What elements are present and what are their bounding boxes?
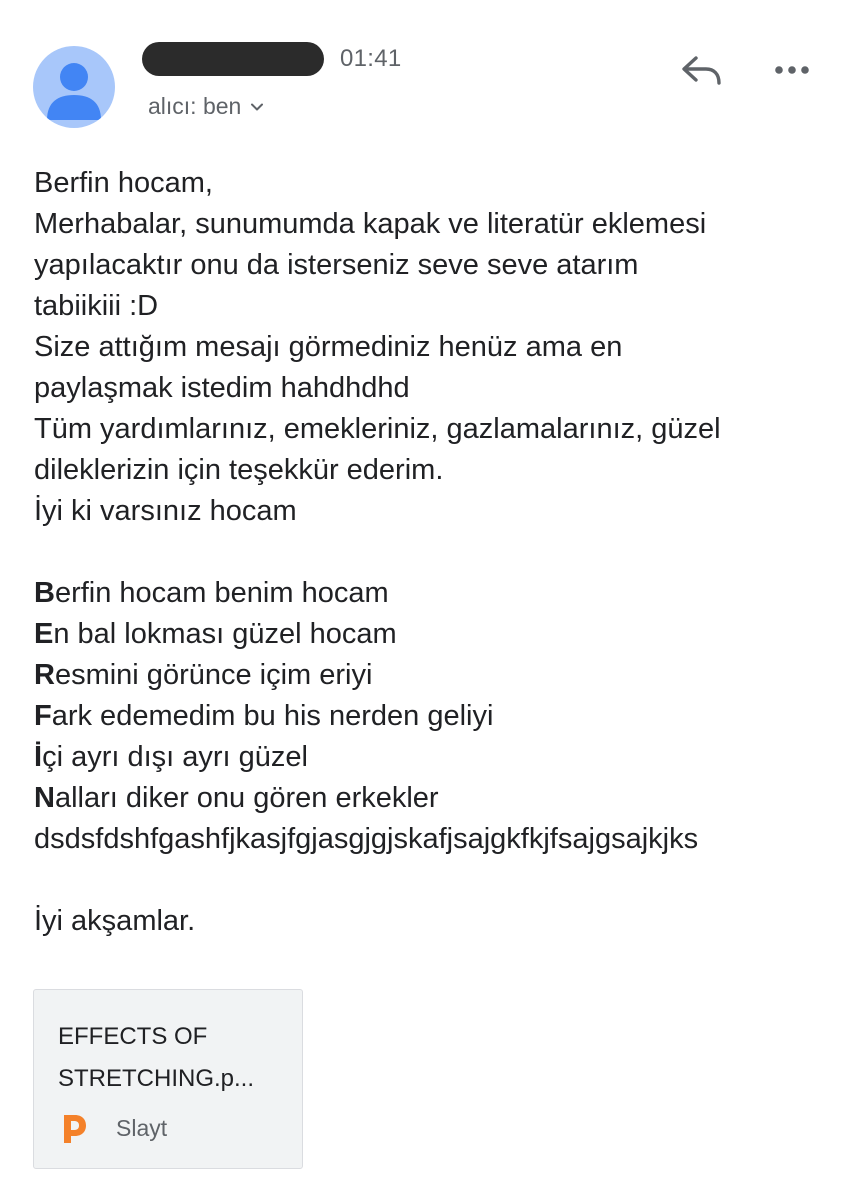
acrostic-letter: R [34, 659, 55, 691]
acrostic-letter: B [34, 577, 55, 609]
attachment-name [58, 1016, 288, 1100]
acrostic-line [34, 573, 834, 614]
body-line: İyi ki varsınız hocam [34, 495, 297, 527]
body-line: tabiikiii :D [34, 290, 159, 322]
body-line: Tüm yardımlarınız, emekleriniz, gazlamalarınız, güzel [34, 413, 721, 445]
acrostic-line [34, 696, 834, 737]
message-body [34, 163, 834, 942]
attachment-type: Slayt [116, 1115, 168, 1141]
slides-icon [60, 1113, 88, 1145]
acrostic-letter: F [34, 700, 52, 732]
more-options-button[interactable] [770, 56, 814, 84]
attachment-name-line: STRETCHING.p... [58, 1065, 255, 1092]
acrostic-rest: alları diker onu gören erkekler [54, 782, 439, 814]
sender-name-redacted [142, 42, 324, 76]
acrostic-rest: n bal lokması güzel hocam [53, 618, 397, 650]
body-line: Size attığım mesajı görmediniz henüz ama en [34, 331, 623, 363]
reply-icon [678, 50, 726, 90]
sender-avatar[interactable] [33, 46, 115, 128]
blank-line [34, 860, 834, 901]
reply-button[interactable] [678, 50, 726, 90]
acrostic-line [34, 614, 834, 655]
blank-line [34, 532, 834, 573]
acrostic-line [34, 737, 834, 778]
recipient-label: alıcı: ben [148, 93, 242, 119]
attachment-card[interactable] [33, 989, 303, 1169]
body-line: yapılacaktır onu da isterseniz seve seve atarım [34, 249, 639, 281]
body-line: Berfin hocam, [34, 167, 213, 199]
body-line: paylaşmak istedim hahdhdhd [34, 372, 410, 404]
gibberish-line: dsdsfdshfgashfjkasjfgjasgjgjskafjsajgkfkjfsajgsajkjks [34, 823, 699, 855]
person-icon [33, 46, 115, 128]
acrostic-rest: ark edemedim bu his nerden geliyi [51, 700, 494, 732]
message-time: 01:41 [340, 45, 402, 72]
recipient-details-toggle[interactable] [148, 93, 265, 120]
acrostic-letter: N [34, 782, 55, 814]
body-line: Merhabalar, sunumumda kapak ve literatür eklemesi [34, 208, 707, 240]
acrostic-rest: çi ayrı dışı ayrı güzel [42, 741, 308, 773]
acrostic-rest: esmini görünce içim eriyi [54, 659, 373, 691]
more-horizontal-icon [770, 56, 814, 84]
message-header [0, 0, 849, 140]
body-line: dileklerizin için teşekkür ederim. [34, 454, 444, 486]
attachment-name-line: EFFECTS OF [58, 1023, 208, 1050]
acrostic-line [34, 778, 834, 819]
closing-line: İyi akşamlar. [34, 905, 196, 937]
chevron-down-icon [249, 99, 265, 115]
acrostic-line [34, 655, 834, 696]
acrostic-letter: E [34, 618, 54, 650]
acrostic-letter: İ [34, 741, 43, 773]
acrostic-rest: erfin hocam benim hocam [54, 577, 389, 609]
